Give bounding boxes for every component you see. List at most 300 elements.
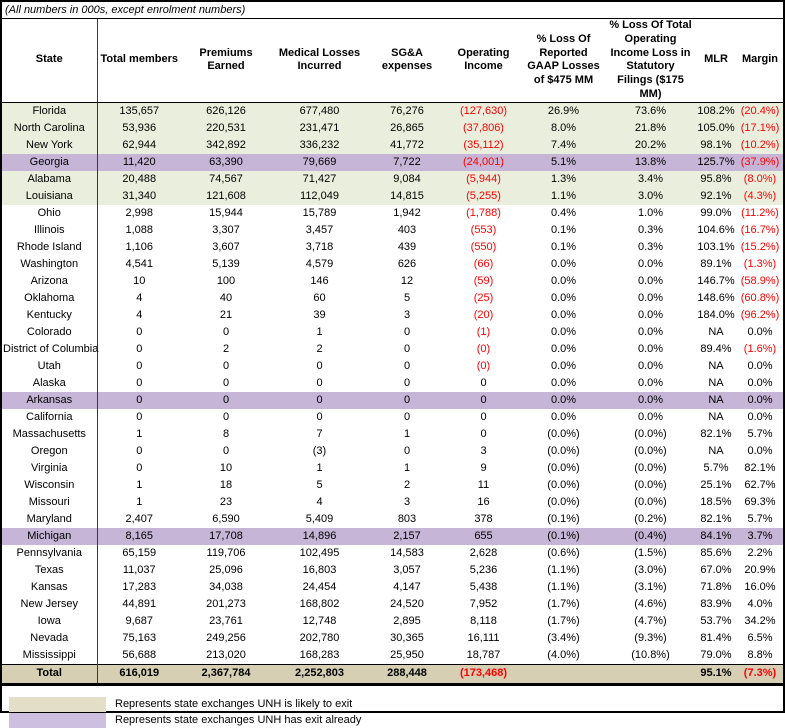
value-cell: 0: [136, 461, 143, 474]
value-cell: 0: [403, 359, 411, 372]
value-cell: 0.0%: [637, 257, 664, 270]
value-cell: 103.1%: [697, 240, 735, 253]
state-name-cell: Wisconsin: [2, 477, 97, 494]
table-row: [2, 477, 783, 494]
value-cell: NA: [708, 410, 724, 423]
value-cell: 0: [136, 376, 143, 389]
value-cell: 8: [222, 427, 230, 440]
value-cell: 60: [313, 291, 326, 304]
value-cell: 2,157: [393, 529, 421, 542]
table-header: [2, 19, 783, 102]
value-cell: 0.0%: [747, 325, 773, 338]
value-cell: (1.5%): [634, 546, 667, 559]
value-cell: 184.0%: [697, 308, 735, 321]
value-cell: (1.3%): [743, 257, 777, 270]
value-cell: (35,112): [463, 138, 504, 151]
value-cell: 95.8%: [700, 172, 732, 185]
value-cell: 0: [403, 342, 411, 355]
value-cell: 0.0%: [550, 325, 577, 338]
value-cell: 76,276: [390, 104, 424, 117]
value-cell: 3,718: [305, 240, 334, 253]
value-cell: 0.0%: [637, 393, 664, 406]
value-cell: (1,788): [466, 206, 501, 219]
state-name-cell: Arizona: [2, 273, 97, 290]
value-cell: 2,628: [469, 546, 498, 559]
table-row: [2, 579, 783, 596]
value-cell: 0: [222, 444, 230, 457]
legend-label-exited: Represents state exchanges UNH has exit already: [115, 713, 362, 726]
state-name-cell: Colorado: [2, 324, 97, 341]
table-row: [2, 392, 783, 409]
value-cell: 105.0%: [697, 121, 735, 134]
value-cell: (5,255): [466, 189, 501, 202]
legend-swatch-exited: [9, 713, 106, 728]
value-cell: 0: [403, 410, 411, 423]
value-cell: (0.6%): [547, 546, 580, 559]
value-cell: 18,787: [466, 648, 501, 661]
state-name-cell: Oregon: [2, 443, 97, 460]
value-cell: 7,952: [469, 597, 498, 610]
value-cell: 16,111: [467, 631, 500, 644]
value-cell: 0.0%: [637, 274, 664, 287]
state-name-cell: California: [2, 409, 97, 426]
value-cell: 0: [136, 325, 143, 338]
value-cell: 82.1%: [700, 512, 732, 525]
state-name-cell: Illinois: [2, 222, 97, 239]
value-cell: 74,567: [209, 172, 243, 185]
value-cell: 146.7%: [697, 274, 735, 287]
value-cell: 220,531: [206, 121, 246, 134]
value-cell: 92.1%: [700, 189, 732, 202]
value-cell: 30,365: [390, 631, 424, 644]
value-cell: (1.7%): [547, 614, 580, 627]
value-cell: NA: [708, 359, 724, 372]
table-body: [2, 102, 783, 684]
value-cell: 16: [477, 495, 490, 508]
value-cell: 18: [219, 478, 233, 491]
value-cell: (1.1%): [547, 580, 580, 593]
value-cell: (0.0%): [634, 461, 667, 474]
value-cell: 17,283: [122, 580, 157, 593]
value-cell: 53,936: [122, 121, 157, 134]
value-cell: (4.0%): [547, 648, 580, 661]
table-row: [2, 426, 783, 443]
value-cell: 71.8%: [700, 580, 732, 593]
value-cell: 24,454: [302, 580, 337, 593]
value-cell: 1,088: [125, 223, 154, 236]
column-header: MLR: [695, 19, 737, 102]
value-cell: (0): [476, 359, 491, 372]
value-cell: 0.0%: [637, 410, 664, 423]
value-cell: (58.9%): [740, 274, 780, 287]
value-cell: 0.0%: [747, 444, 773, 457]
value-cell: 0: [480, 393, 487, 406]
value-cell: 8,165: [125, 529, 154, 542]
value-cell: 0: [136, 393, 143, 406]
value-cell: 616,019: [97, 664, 181, 684]
value-cell: 4,147: [393, 580, 421, 593]
value-cell: 1.3%: [550, 172, 577, 185]
value-cell: (7.3%): [737, 664, 783, 684]
value-cell: 0.0%: [637, 291, 664, 304]
state-name-cell: New York: [2, 137, 97, 154]
value-cell: 3.0%: [637, 189, 664, 202]
value-cell: 4: [136, 291, 143, 304]
table-row: [2, 205, 783, 222]
legend-item-likely-exit: [2, 697, 783, 712]
value-cell: 1.1%: [550, 189, 577, 202]
state-name-cell: Kentucky: [2, 307, 97, 324]
value-cell: 16,803: [302, 563, 337, 576]
value-cell: NA: [708, 444, 724, 457]
value-cell: (1.1%): [547, 563, 580, 576]
value-cell: (37,806): [463, 121, 504, 134]
value-cell: (1.7%): [547, 597, 580, 610]
table-row: [2, 358, 783, 375]
value-cell: 288,448: [368, 664, 446, 684]
value-cell: 0: [403, 376, 411, 389]
value-cell: 0: [222, 410, 230, 423]
value-cell: (0.2%): [634, 512, 667, 525]
state-name-cell: Maryland: [2, 511, 97, 528]
value-cell: 0: [136, 342, 143, 355]
value-cell: 0: [480, 410, 487, 423]
table-row: [2, 171, 783, 188]
table-row: [2, 307, 783, 324]
value-cell: 5: [316, 478, 323, 491]
value-cell: (4.6%): [634, 597, 667, 610]
value-cell: 17,708: [209, 529, 243, 542]
value-cell: [521, 664, 606, 684]
value-cell: 336,232: [299, 138, 340, 151]
value-cell: 3.4%: [637, 172, 664, 185]
value-cell: 0: [316, 410, 323, 423]
value-cell: 119,706: [206, 546, 246, 559]
value-cell: 20.2%: [634, 138, 667, 151]
value-cell: 8.0%: [550, 121, 577, 134]
value-cell: 26,865: [390, 121, 424, 134]
value-cell: 15,789: [302, 206, 337, 219]
table-row: [2, 188, 783, 205]
value-cell: 26.9%: [547, 104, 580, 117]
value-cell: 79.0%: [700, 648, 732, 661]
legend-label-likely-exit: Represents state exchanges UNH is likely to exit: [115, 697, 353, 710]
value-cell: 8.8%: [747, 648, 773, 661]
state-name-cell: Texas: [2, 562, 97, 579]
value-cell: 85.6%: [700, 546, 732, 559]
value-cell: 4,579: [305, 257, 334, 270]
value-cell: 0: [403, 393, 411, 406]
value-cell: 14,896: [302, 529, 337, 542]
value-cell: 21: [219, 308, 233, 321]
value-cell: 44,891: [122, 597, 157, 610]
state-name-cell: Rhode Island: [2, 239, 97, 256]
value-cell: 0.3%: [637, 223, 664, 236]
value-cell: 3,607: [212, 240, 240, 253]
value-cell: (0.0%): [634, 444, 667, 457]
value-cell: (0.0%): [547, 427, 580, 440]
value-cell: (0): [476, 342, 491, 355]
value-cell: 0.4%: [550, 206, 577, 219]
value-cell: 0.0%: [550, 410, 577, 423]
value-cell: 39: [313, 308, 326, 321]
value-cell: 0: [316, 393, 323, 406]
value-cell: (20): [473, 308, 494, 321]
total-row: [2, 664, 783, 684]
table-row: [2, 613, 783, 630]
value-cell: 5: [403, 291, 411, 304]
table-row: [2, 596, 783, 613]
value-cell: 626,126: [206, 104, 246, 117]
value-cell: (16.7%): [740, 223, 780, 236]
table-row: [2, 528, 783, 545]
value-cell: 626: [397, 257, 417, 270]
value-cell: 69.3%: [744, 495, 776, 508]
value-cell: 102,495: [299, 546, 340, 559]
column-header: % Loss Of Reported GAAP Losses of $475 MM: [521, 19, 606, 102]
table-row: [2, 511, 783, 528]
value-cell: 34,038: [209, 580, 243, 593]
column-header: SG&A expenses: [368, 19, 446, 102]
value-cell: (15.2%): [740, 240, 780, 253]
value-cell: (5,944): [466, 172, 501, 185]
value-cell: 4: [316, 495, 323, 508]
state-name-cell: Mississippi: [2, 647, 97, 665]
state-name-cell: Michigan: [2, 528, 97, 545]
value-cell: (3.0%): [634, 563, 667, 576]
table-row: [2, 409, 783, 426]
value-cell: 3: [403, 308, 411, 321]
total-label-cell: Total: [2, 664, 97, 684]
value-cell: 40: [219, 291, 233, 304]
value-cell: 213,020: [206, 648, 246, 661]
value-cell: 0.0%: [550, 308, 577, 321]
value-cell: 0.0%: [550, 274, 577, 287]
value-cell: 249,256: [206, 631, 246, 644]
value-cell: 5.7%: [747, 427, 773, 440]
value-cell: 201,273: [206, 597, 246, 610]
value-cell: 7: [316, 427, 323, 440]
value-cell: 23: [219, 495, 233, 508]
column-header: Operating Income: [446, 19, 521, 102]
value-cell: 0: [136, 410, 143, 423]
value-cell: 82.1%: [744, 461, 776, 474]
value-cell: 112,049: [300, 189, 339, 202]
table-row: [2, 460, 783, 477]
value-cell: 0.0%: [637, 376, 664, 389]
table-row: [2, 630, 783, 647]
value-cell: 25,096: [209, 563, 243, 576]
state-name-cell: District of Columbia: [2, 341, 97, 358]
value-cell: 95.1%: [695, 664, 737, 684]
value-cell: 34.2%: [744, 614, 776, 627]
value-cell: (173,468): [446, 664, 521, 684]
value-cell: (66): [473, 257, 494, 270]
state-name-cell: Missouri: [2, 494, 97, 511]
value-cell: 41,772: [390, 138, 424, 151]
value-cell: 0.0%: [550, 291, 577, 304]
value-cell: 0: [316, 376, 323, 389]
value-cell: 0: [136, 444, 143, 457]
value-cell: 67.0%: [700, 563, 732, 576]
value-cell: (550): [470, 240, 497, 253]
state-name-cell: Oklahoma: [2, 290, 97, 307]
value-cell: 24,520: [390, 597, 424, 610]
state-name-cell: Kansas: [2, 579, 97, 596]
value-cell: 31,340: [122, 189, 157, 202]
table-row: [2, 562, 783, 579]
value-cell: 0.0%: [550, 359, 577, 372]
value-cell: [606, 664, 695, 684]
value-cell: 84.1%: [700, 529, 732, 542]
value-cell: 0: [480, 376, 487, 389]
value-cell: 403: [397, 223, 417, 236]
state-name-cell: Pennsylvania: [2, 545, 97, 562]
value-cell: 82.1%: [700, 427, 732, 440]
value-cell: 2: [403, 478, 411, 491]
value-cell: 89.4%: [700, 342, 732, 355]
value-cell: 71,427: [302, 172, 337, 185]
value-cell: 65,159: [122, 546, 157, 559]
value-cell: 0.0%: [550, 257, 577, 270]
value-cell: 202,780: [299, 631, 340, 644]
state-name-cell: Virginia: [2, 460, 97, 477]
value-cell: (37.9%): [740, 155, 780, 168]
value-cell: 15,944: [209, 206, 243, 219]
value-cell: 1.0%: [637, 206, 664, 219]
value-cell: (127,630): [459, 104, 508, 117]
value-cell: 63,390: [209, 155, 243, 168]
table-row: [2, 154, 783, 171]
table-row: [2, 545, 783, 562]
value-cell: (1.6%): [743, 342, 777, 355]
value-cell: (0.0%): [634, 478, 667, 491]
state-name-cell: Florida: [2, 102, 97, 120]
value-cell: 10: [219, 461, 233, 474]
value-cell: 0: [222, 325, 230, 338]
state-name-cell: North Carolina: [2, 120, 97, 137]
value-cell: 2: [222, 342, 230, 355]
value-cell: 2: [316, 342, 323, 355]
value-cell: 3,057: [393, 563, 421, 576]
units-note: (All numbers in 000s, except enrolment numbers): [2, 2, 783, 19]
value-cell: 10: [133, 274, 146, 287]
value-cell: 0.0%: [637, 325, 664, 338]
value-cell: 0.0%: [747, 393, 773, 406]
value-cell: 0.1%: [550, 223, 577, 236]
value-cell: 81.4%: [700, 631, 732, 644]
value-cell: 83.9%: [700, 597, 732, 610]
value-cell: 1,106: [125, 240, 154, 253]
table-row: [2, 256, 783, 273]
value-cell: 3: [403, 495, 411, 508]
value-cell: (0.0%): [634, 495, 667, 508]
value-cell: 53.7%: [700, 614, 732, 627]
value-cell: (0.0%): [547, 478, 580, 491]
value-cell: 9,084: [393, 172, 421, 185]
value-cell: 5.7%: [747, 512, 773, 525]
column-header: State: [2, 19, 97, 102]
value-cell: 0.1%: [550, 240, 577, 253]
value-cell: 5,236: [469, 563, 498, 576]
value-cell: 2,407: [125, 512, 154, 525]
value-cell: 9: [480, 461, 487, 474]
value-cell: 18.5%: [700, 495, 732, 508]
value-cell: (11.2%): [741, 206, 779, 219]
state-name-cell: Arkansas: [2, 392, 97, 409]
value-cell: (1): [476, 325, 491, 338]
value-cell: 1: [403, 427, 411, 440]
value-cell: 0.0%: [747, 410, 773, 423]
value-cell: 0: [222, 376, 230, 389]
value-cell: 677,480: [299, 104, 340, 117]
table-row: [2, 102, 783, 120]
table-row: [2, 222, 783, 239]
value-cell: 23,761: [209, 614, 243, 627]
value-cell: 0.0%: [637, 308, 664, 321]
value-cell: 1: [403, 461, 411, 474]
value-cell: 146: [310, 274, 329, 287]
value-cell: 89.1%: [700, 257, 732, 270]
table-row: [2, 494, 783, 511]
value-cell: 4: [136, 308, 143, 321]
value-cell: (0.0%): [634, 427, 667, 440]
value-cell: (0.0%): [547, 495, 580, 508]
value-cell: 56,688: [122, 648, 157, 661]
state-name-cell: Georgia: [2, 154, 97, 171]
value-cell: 0.0%: [550, 342, 577, 355]
value-cell: (553): [470, 223, 497, 236]
value-cell: 5,438: [469, 580, 498, 593]
value-cell: 231,471: [299, 121, 340, 134]
value-cell: 3.7%: [747, 529, 773, 542]
value-cell: 0.0%: [637, 342, 664, 355]
table-row: [2, 120, 783, 137]
value-cell: (0.0%): [547, 461, 580, 474]
header-row: [2, 19, 783, 102]
value-cell: 5.7%: [703, 461, 729, 474]
column-header: Margin: [737, 19, 783, 102]
value-cell: 0: [403, 444, 411, 457]
value-cell: 5.1%: [550, 155, 577, 168]
value-cell: 1,942: [393, 206, 421, 219]
value-cell: 16.0%: [744, 580, 776, 593]
value-cell: 100: [216, 274, 236, 287]
value-cell: 104.6%: [697, 223, 735, 236]
value-cell: 11,420: [122, 155, 156, 168]
table-row: [2, 443, 783, 460]
value-cell: 0: [316, 359, 323, 372]
value-cell: 73.6%: [634, 104, 667, 117]
value-cell: 62.7%: [744, 478, 776, 491]
value-cell: 62,944: [122, 138, 157, 151]
value-cell: 12: [400, 274, 414, 287]
value-cell: 12,748: [302, 614, 337, 627]
value-cell: 168,283: [299, 648, 340, 661]
value-cell: (9.3%): [634, 631, 667, 644]
value-cell: 0: [222, 393, 230, 406]
value-cell: (96.2%): [740, 308, 780, 321]
value-cell: 0: [136, 359, 143, 372]
state-name-cell: Alaska: [2, 375, 97, 392]
value-cell: (4.7%): [634, 614, 667, 627]
value-cell: 2,998: [125, 206, 154, 219]
value-cell: 0: [480, 427, 487, 440]
legend-item-exited: [2, 713, 783, 728]
value-cell: (0.1%): [547, 512, 580, 525]
value-cell: (59): [473, 274, 494, 287]
state-name-cell: Washington: [2, 256, 97, 273]
